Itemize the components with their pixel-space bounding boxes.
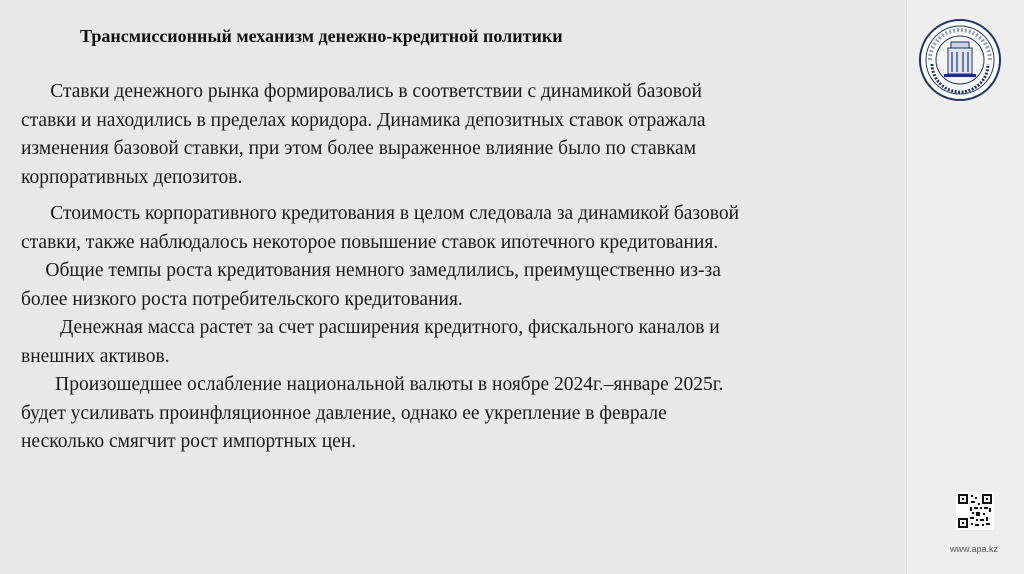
paragraph-line: более низкого роста потребительского кредитования.: [21, 288, 463, 310]
paragraph-line: изменения базовой ставки, при этом более выраженное влияние было по ставкам: [21, 138, 697, 160]
paragraph-money-supply: [21, 314, 861, 371]
paragraph-line: Ставки денежного рынка формировались в соответствии с динамикой базовой: [21, 81, 702, 102]
paragraph-line: корпоративных депозитов.: [21, 166, 243, 188]
paragraph-credit-growth: [21, 257, 861, 314]
paragraph-money-market: [21, 78, 861, 192]
academy-seal-icon: [918, 18, 1002, 102]
paragraph-currency-weakening: [21, 371, 861, 457]
qr-code-icon: [956, 492, 994, 530]
paragraph-corporate-lending: [21, 200, 861, 257]
paragraph-line: Произошедшее ослабление национальной валюты в ноябре 2024г.–январе 2025г.: [21, 374, 724, 395]
paragraph-line: будет усиливать проинфляционное давление, однако ее укрепление в феврале: [21, 402, 667, 424]
paragraph-line: Стоимость корпоративного кредитования в целом следовала за динамикой базовой: [21, 203, 740, 224]
paragraph-line: ставки и находились в пределах коридора. Динамика депозитных ставок отражала: [21, 109, 706, 131]
paragraph-line: ставки, также наблюдалось некоторое повышение ставок ипотечного кредитования.: [21, 231, 719, 253]
paragraph-line: Денежная масса растет за счет расширения кредитного, фискального каналов и: [21, 317, 720, 338]
paragraph-line: несколько смягчит рост импортных цен.: [21, 431, 357, 453]
website-link[interactable]: www.apa.kz: [950, 544, 999, 554]
slide-title: Трансмиссионный механизм денежно-кредитной политики: [80, 26, 563, 46]
paragraph-line: внешних активов.: [21, 345, 170, 367]
paragraph-line: Общие темпы роста кредитования немного замедлились, преимущественно из-за: [21, 260, 721, 281]
